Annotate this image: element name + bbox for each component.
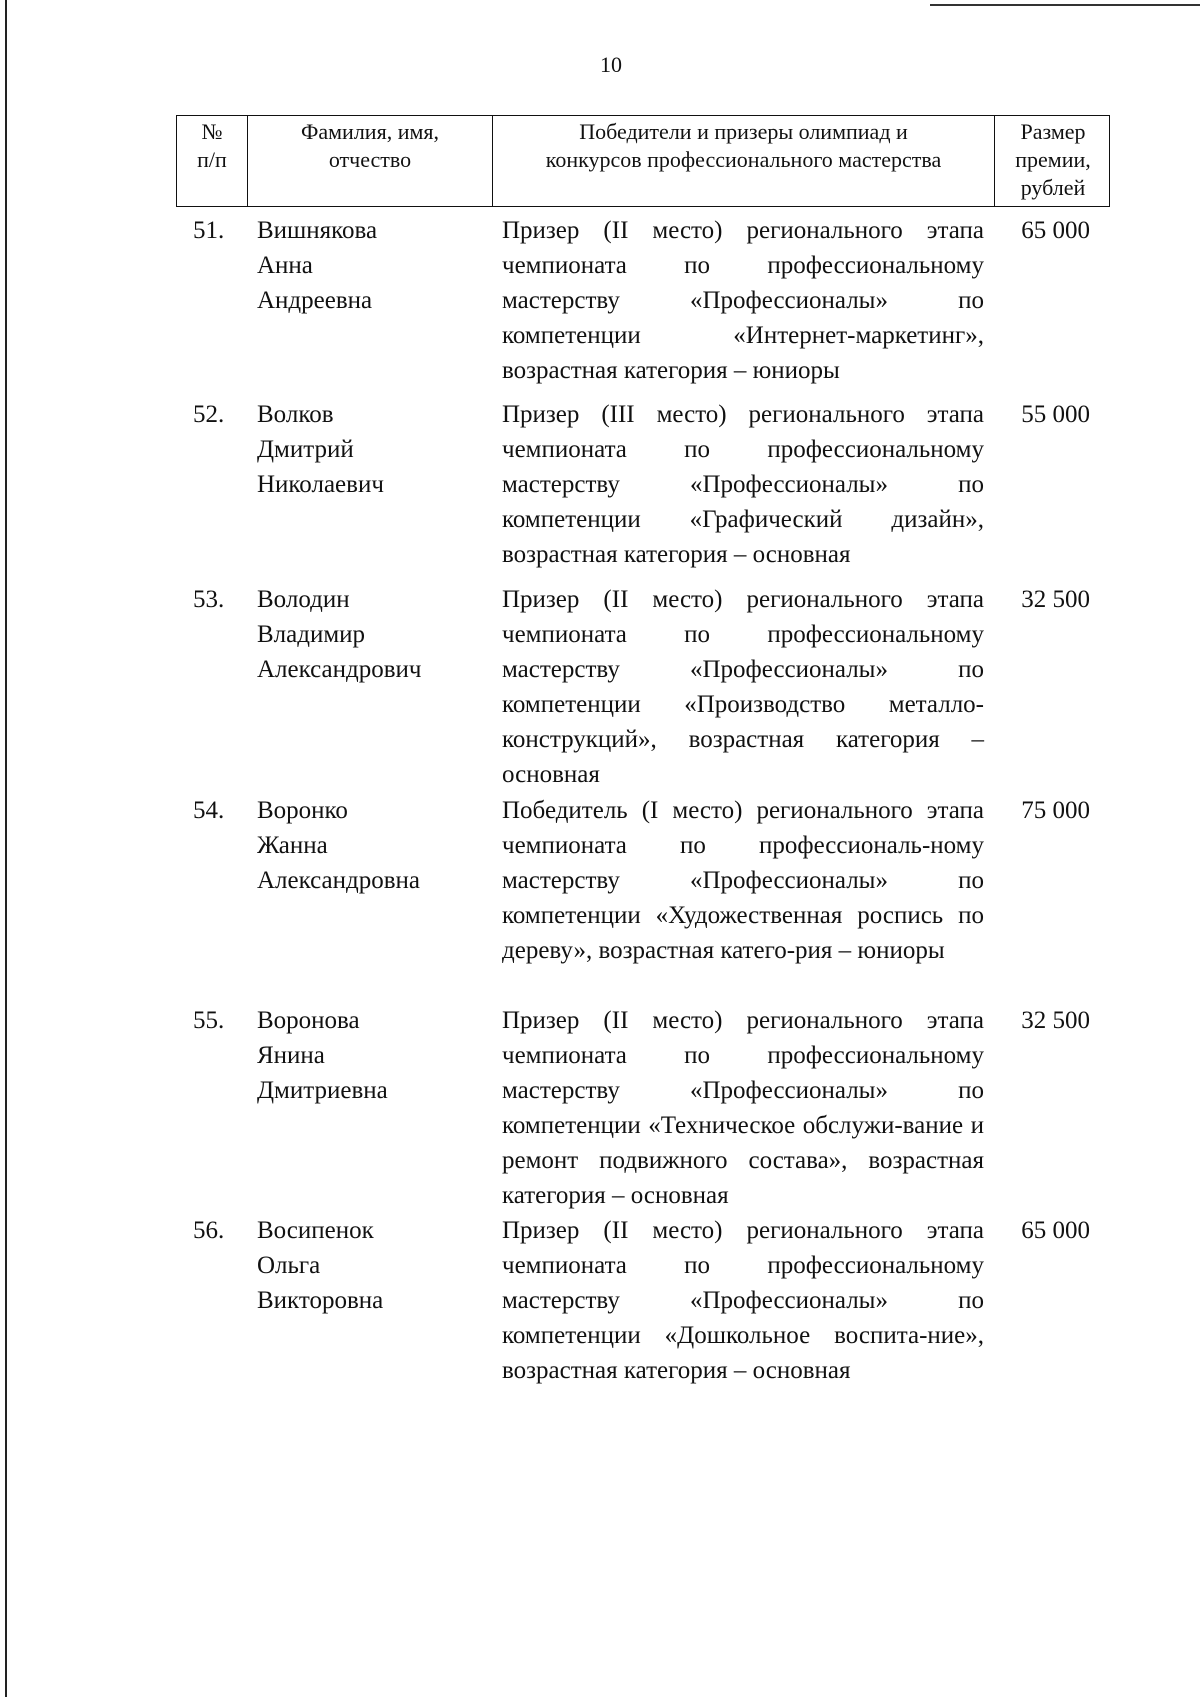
row-amount: 65 000 (1021, 217, 1090, 244)
row-description: Призер (II место) регионального этапа чемпионата по профессиональному мастерству «Профессионалы» по компетенции «Дошкольное воспита-ние», возрастная категория – основная (502, 1217, 984, 1384)
awards-table (176, 115, 1110, 1393)
page-number: 10 (600, 52, 622, 77)
table-row (176, 1003, 1110, 1213)
table-header (176, 115, 1110, 207)
row-amount: 55 000 (1021, 401, 1090, 428)
row-num: 51. (193, 217, 225, 244)
row-description: Призер (II место) регионального этапа чемпионата по профессиональному мастерству «Профессионалы» по компетенции «Производство металло-конструкций», возрастная категория – основная (502, 586, 984, 788)
row-description: Призер (II место) регионального этапа чемпионата по профессиональному мастерству «Профессионалы» по компетенции «Интернет-маркетинг», возрастная категория – юниоры (502, 217, 984, 384)
header-num: № п/п (177, 116, 248, 206)
row-num: 56. (193, 1217, 225, 1244)
row-name: Воронова Янина Дмитриевна (257, 1007, 388, 1104)
row-name: Володин Владимир Александрович (257, 586, 422, 683)
header-name: Фамилия, имя, отчество (248, 116, 493, 206)
row-description: Победитель (I место) регионального этапа чемпионата по профессиональ-ному мастерству «Профессионалы» по компетенции «Художественная роспись по дереву», возрастная катего-рия – юниоры (502, 797, 984, 964)
table-row (176, 793, 1110, 1003)
row-num: 55. (193, 1007, 225, 1034)
row-description: Призер (II место) регионального этапа чемпионата по профессиональному мастерству «Профессионалы» по компетенции «Техническое обслужи-вание и ремонт подвижного состава», возрастная категория – основная (502, 1007, 984, 1209)
page-top-border (930, 4, 1200, 6)
row-description: Призер (III место) регионального этапа чемпионата по профессиональному мастерству «Профессионалы» по компетенции «Графический дизайн», возрастная категория – основная (502, 401, 984, 568)
row-amount: 75 000 (1021, 797, 1090, 824)
table-row (176, 213, 1110, 397)
header-description: Победители и призеры олимпиад и конкурсов профессионального мастерства (493, 116, 995, 206)
row-name: Восипенок Ольга Викторовна (257, 1217, 384, 1314)
row-amount: 32 500 (1021, 586, 1090, 613)
row-num: 52. (193, 401, 225, 428)
table-row (176, 582, 1110, 793)
row-num: 54. (193, 797, 225, 824)
row-name: Волков Дмитрий Николаевич (257, 401, 384, 498)
row-num: 53. (193, 586, 225, 613)
row-amount: 32 500 (1021, 1007, 1090, 1034)
page-left-border (5, 0, 7, 1697)
row-name: Воронко Жанна Александровна (257, 797, 421, 894)
row-amount: 65 000 (1021, 1217, 1090, 1244)
table-row (176, 1213, 1110, 1393)
header-amount: Размер премии, рублей (1015, 119, 1091, 200)
table-row (176, 397, 1110, 582)
row-name: Вишнякова Анна Андреевна (257, 217, 378, 314)
